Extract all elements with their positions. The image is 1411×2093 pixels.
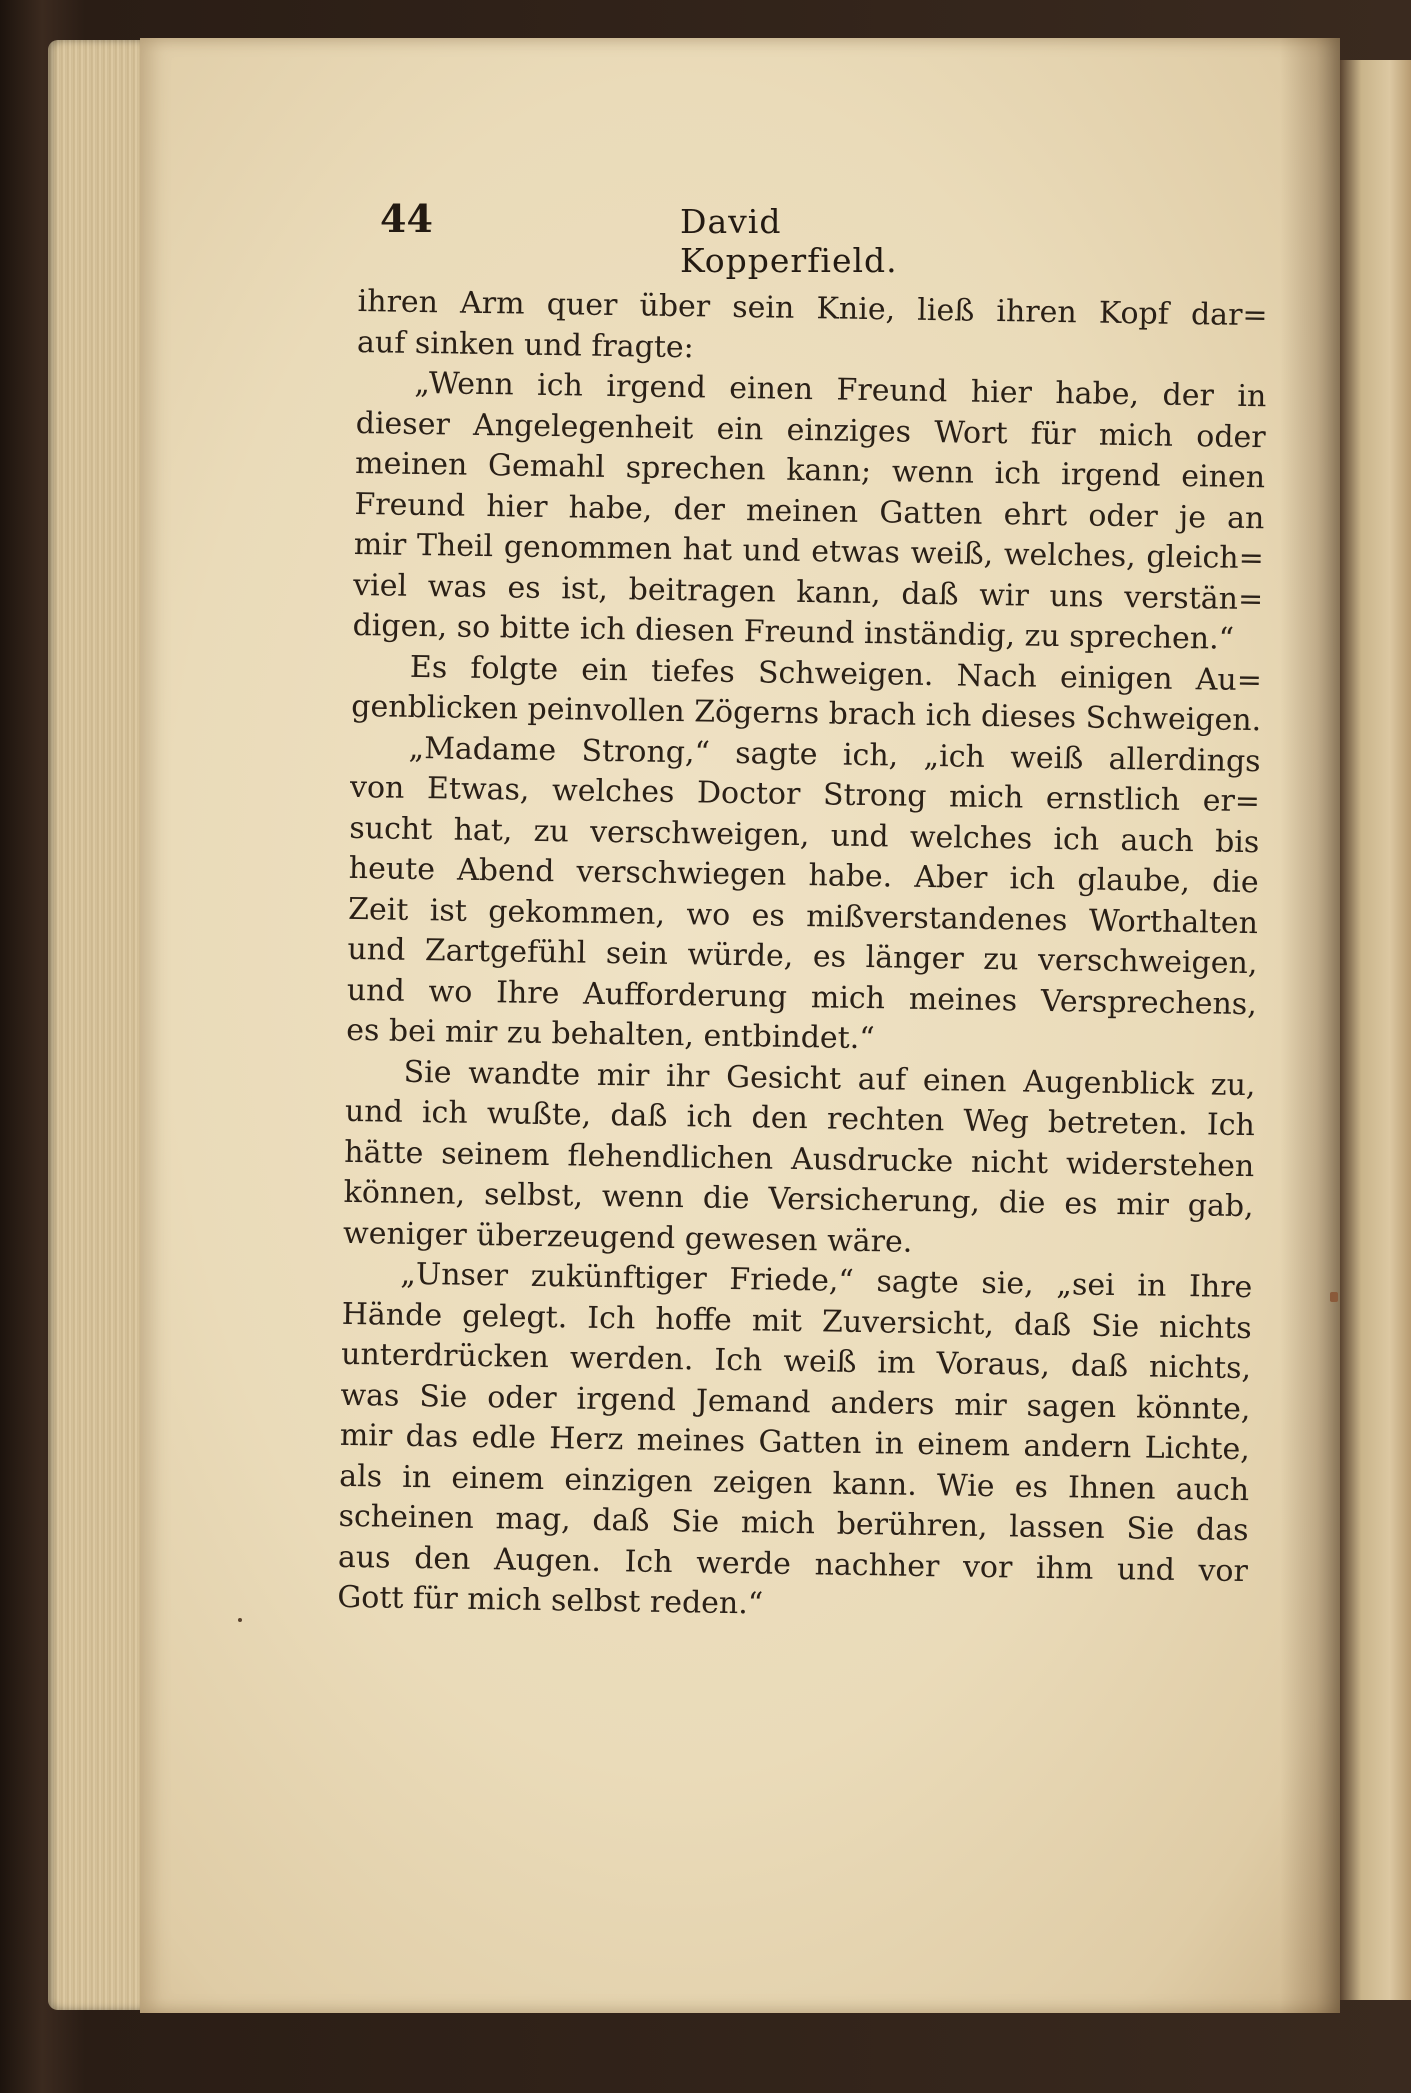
text-line: digen, so bitte ich diesen Freund inständig, zu sprechen.“ <box>352 607 1235 657</box>
text-line: genblicken peinvollen Zögerns brach ich dieses Schweigen. <box>351 688 1262 739</box>
text-line: können, selbst, wenn die Versicherung, die es mir gab, <box>343 1174 1254 1225</box>
text-line: und ich wußte, daß ich den rechten Weg betreten. Ich <box>344 1093 1256 1144</box>
text-line: „Madame Strong,“ sagte ich, „ich weiß allerdings <box>408 730 1261 779</box>
text-line: mir das edle Herz meines Gatten in einem andern Lichte, <box>339 1417 1251 1468</box>
text-line: mir Theil genommen hat und etwas weiß, welches, gleich= <box>353 526 1265 577</box>
text-line: „Wenn ich irgend einen Freund hier habe, der in <box>414 365 1267 415</box>
gutter-shadow <box>1280 38 1340 2013</box>
text-line: weniger überzeugend gewesen wäre. <box>342 1215 913 1260</box>
text-line: auf sinken und fragte: <box>356 324 695 365</box>
text-line: Es folgte ein tiefes Schweigen. Nach einigen Au= <box>409 649 1263 698</box>
page-header <box>380 196 1000 280</box>
text-line: von Etwas, welches Doctor Strong mich ernstlich er= <box>349 769 1261 820</box>
margin-dot <box>238 1618 242 1622</box>
text-line: Hände gelegt. Ich hoffe mit Zuversicht, daß Sie nichts <box>341 1296 1252 1346</box>
text-line: hätte seinem flehendlichen Ausdrucke nicht widerstehen <box>344 1134 1255 1184</box>
text-line: als in einem einzigen zeigen kann. Wie es Ihnen auch <box>338 1458 1250 1508</box>
text-line: unterdrücken werden. Ich weiß im Voraus, daß nichts, <box>340 1336 1252 1387</box>
page-edges-right <box>1340 60 1411 2000</box>
text-line: ihren Arm quer über sein Knie, ließ ihren Kopf dar= <box>357 283 1268 334</box>
text-line: dieser Angelegenheit ein einziges Wort für mich oder <box>355 405 1266 455</box>
text-line: „Unser zukünftiger Friede,“ sagte sie, „sei in Ihre <box>400 1256 1253 1306</box>
text-line: Freund hier habe, der meinen Gatten ehrt oder je an <box>354 486 1265 536</box>
text-line: Gott für mich selbst reden.“ <box>337 1579 764 1622</box>
text-line: scheinen mag, daß Sie mich berühren, lassen Sie das <box>338 1498 1249 1549</box>
text-line: viel was es ist, beitragen kann, daß wir uns verstän= <box>352 567 1264 617</box>
margin-mark <box>1330 1292 1338 1302</box>
text-line: was Sie oder irgend Jemand anders mir sagen könnte, <box>340 1377 1251 1427</box>
running-title: David Kopperfield. <box>680 202 898 280</box>
text-line: und wo Ihre Aufforderung mich meines Versprechens, <box>346 972 1258 1022</box>
text-line: sucht hat, zu verschweigen, und welches ich auch bis <box>349 810 1260 860</box>
text-line: und Zartgefühl sein würde, es länger zu verschweigen, <box>347 931 1258 982</box>
text-line: heute Abend verschwiegen habe. Aber ich glaube, die <box>348 850 1259 901</box>
text-line: Sie wandte mir ihr Gesicht auf einen Augenblick zu, <box>403 1054 1256 1103</box>
text-line: es bei mir zu behalten, entbindet.“ <box>345 1012 875 1057</box>
text-line: meinen Gemahl sprechen kann; wenn ich irgend einen <box>354 445 1266 496</box>
page-number: 44 <box>380 196 433 241</box>
text-line: aus den Augen. Ich werde nachher vor ihm und vor <box>337 1539 1249 1589</box>
body-text <box>337 282 1268 1633</box>
text-line: Zeit ist gekommen, wo es mißverstandenes Worthalten <box>347 891 1259 941</box>
